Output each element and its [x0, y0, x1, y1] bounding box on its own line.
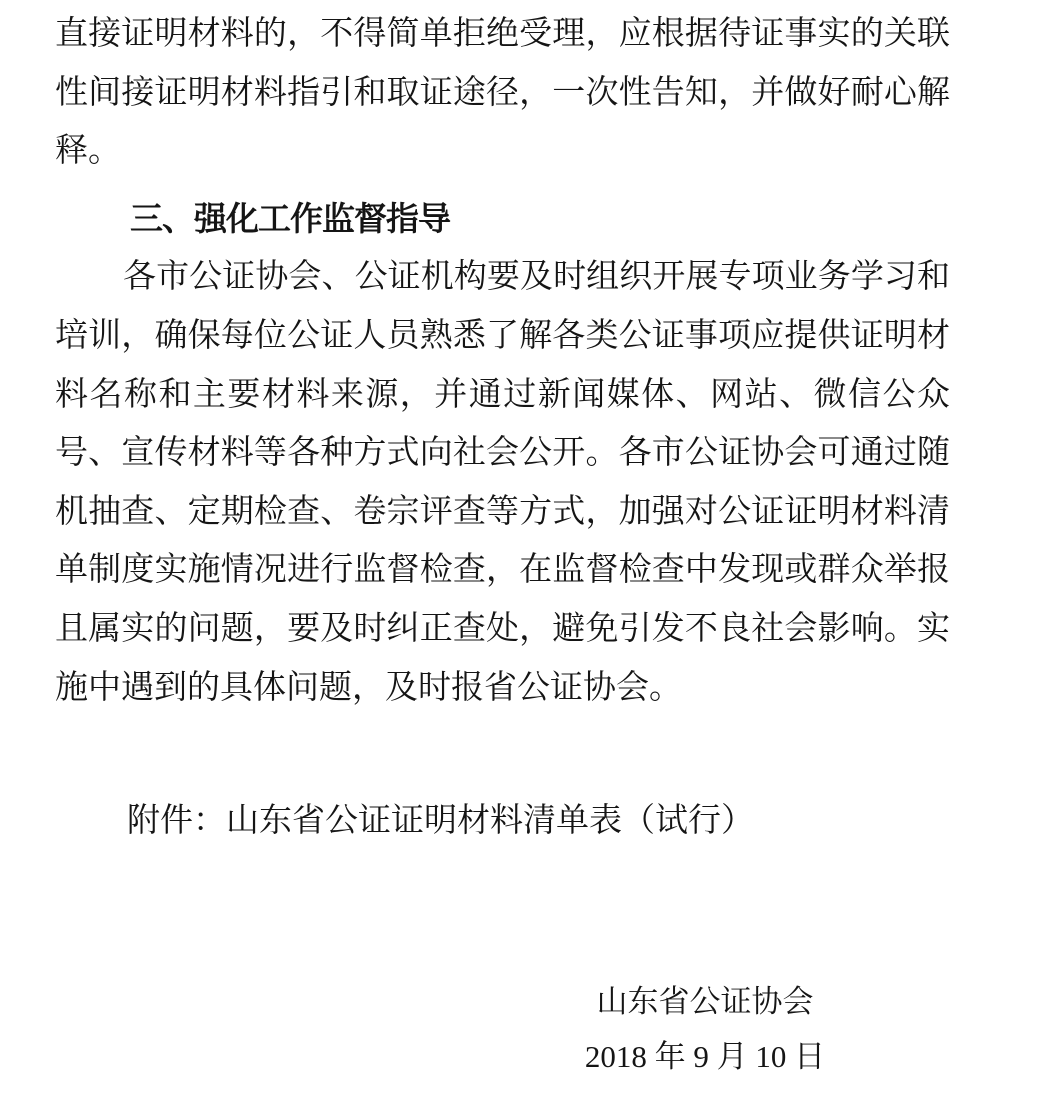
paragraph-2-line-1: 各市公证协会、公证机构要及时组织开展专项业务学习和: [123, 259, 950, 296]
paragraph-2-line-6: 单制度实施情况进行监督检查，在监督检查中发现或群众举报: [55, 552, 950, 589]
paragraph-1: [55, 5, 950, 181]
paragraph-1-line-1: 直接证明材料的，不得简单拒绝受理，应根据待证事实的关联: [55, 16, 950, 52]
paragraph-2-line-4: 号、宣传材料等各种方式向社会公开。各市公证协会可通过随: [55, 435, 950, 472]
paragraph-2: [55, 248, 950, 717]
paragraph-1-line-2: 性间接证明材料指引和取证途径，一次性告知，并做好耐心解: [55, 74, 950, 111]
paragraph-2-line-5: 机抽查、定期检查、卷宗评查等方式，加强对公证证明材料清: [55, 493, 950, 530]
signature-date: 2018 年 9 月 10 日: [584, 1038, 826, 1074]
signature-block: [580, 974, 830, 1084]
paragraph-2-line-2: 培训，确保每位公证人员熟悉了解各类公证事项应提供证明材: [55, 317, 950, 354]
paragraph-1-line-3: 释。: [55, 133, 121, 170]
paragraph-2-line-3: 料名称和主要材料来源，并通过新闻媒体、网站、微信公众: [55, 376, 950, 413]
paragraph-2-line-8: 施中遇到的具体问题，及时报省公证协会。: [55, 669, 682, 706]
attachment-line: 附件：山东省公证证明材料清单表（试行）: [127, 803, 754, 840]
section-heading: 三、强化工作监督指导: [130, 199, 450, 237]
document-body: [55, 5, 950, 1084]
paragraph-2-line-7: 且属实的问题，要及时纠正查处，避免引发不良社会影响。实: [55, 610, 950, 647]
signature-org: 山东省公证协会: [596, 983, 814, 1019]
